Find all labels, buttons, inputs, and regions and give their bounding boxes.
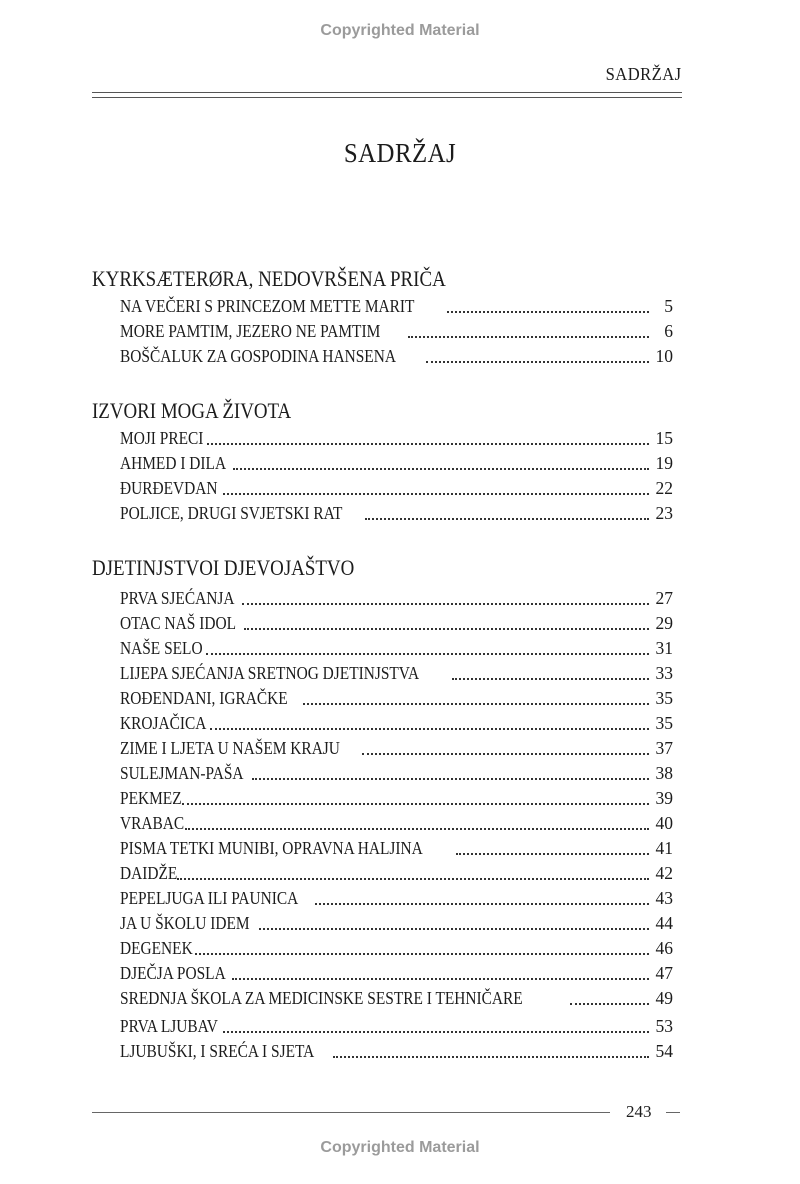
entry-title: PEPELJUGA ILI PAUNICA <box>120 888 299 908</box>
section-heading: KYRKSÆTERØRA, NEDOVRŠENA PRIČA <box>92 266 446 291</box>
toc-entry[interactable] <box>120 426 673 451</box>
entry-title: VRABAC <box>120 813 185 833</box>
entry-title: DJEČJA POSLA <box>120 963 226 983</box>
entry-page: 53 <box>655 1016 673 1036</box>
entry-title: ROĐENDANI, IGRAČKE <box>120 688 288 708</box>
dot-leader <box>242 603 649 605</box>
toc-entry[interactable] <box>120 1039 673 1064</box>
entry-page: 27 <box>655 588 673 608</box>
dot-leader <box>333 1056 649 1058</box>
entry-page: 47 <box>655 963 673 983</box>
entry-page: 41 <box>655 838 673 858</box>
dot-leader <box>362 753 649 755</box>
dot-leader <box>426 361 649 363</box>
entry-title: LJUBUŠKI, I SREĆA I SJETA <box>120 1041 315 1061</box>
dot-leader <box>223 1031 649 1033</box>
dot-leader <box>570 1003 649 1005</box>
toc-entry[interactable] <box>120 636 673 661</box>
entry-title: PISMA TETKI MUNIBI, OPRAVNA HALJINA <box>120 838 423 858</box>
header-rule <box>92 92 682 98</box>
entry-page: 35 <box>655 713 673 733</box>
entry-page: 31 <box>655 638 673 658</box>
toc-entry[interactable] <box>120 586 673 611</box>
entry-page: 40 <box>655 813 673 833</box>
toc-entry[interactable] <box>120 861 673 886</box>
entry-page: 6 <box>664 321 673 341</box>
dot-leader <box>315 903 649 905</box>
page-title-text: SADRŽAJ <box>343 138 457 168</box>
entry-title: MORE PAMTIM, JEZERO NE PAMTIM <box>120 321 381 341</box>
entry-title: KROJAČICA <box>120 713 207 733</box>
watermark-bottom: Copyrighted Material <box>320 1139 480 1156</box>
entry-title: PRVA LJUBAV <box>120 1016 218 1036</box>
dot-leader <box>232 978 649 980</box>
entry-title: OTAC NAŠ IDOL <box>120 613 236 633</box>
toc-section-3 <box>92 553 682 1064</box>
entry-page: 22 <box>655 478 673 498</box>
dot-leader <box>182 803 649 805</box>
dot-leader <box>456 853 649 855</box>
entry-page: 10 <box>655 346 673 366</box>
entry-page: 39 <box>655 788 673 808</box>
entry-page: 43 <box>655 888 673 908</box>
toc-entry[interactable] <box>120 911 673 936</box>
dot-leader <box>447 311 649 313</box>
toc-entry[interactable] <box>120 736 673 761</box>
entry-page: 38 <box>655 763 673 783</box>
toc-entry[interactable] <box>120 501 673 526</box>
toc-entry[interactable] <box>120 811 673 836</box>
dot-leader <box>195 953 649 955</box>
entry-title: NA VEČERI S PRINCEZOM METTE MARIT <box>120 296 415 316</box>
entry-page: 44 <box>655 913 673 933</box>
toc-entry[interactable] <box>120 344 673 369</box>
toc-entry[interactable] <box>120 319 673 344</box>
dot-leader <box>207 443 649 445</box>
toc-entry[interactable] <box>120 961 673 986</box>
toc-entry[interactable] <box>120 986 673 1011</box>
toc-entry[interactable] <box>120 836 673 861</box>
entry-title: NAŠE SELO <box>120 638 203 658</box>
toc-entry[interactable] <box>120 451 673 476</box>
entry-title: ZIME I LJETA U NAŠEM KRAJU <box>120 738 340 758</box>
entry-page: 29 <box>655 613 673 633</box>
running-head: SADRŽAJ <box>606 64 682 84</box>
entry-title: LIJEPA SJEĆANJA SRETNOG DJETINJSTVA <box>120 663 420 683</box>
watermark-top: Copyrighted Material <box>320 22 480 39</box>
page-title <box>0 138 800 169</box>
entry-title: BOŠČALUK ZA GOSPODINA HANSENA <box>120 346 396 366</box>
entry-page: 54 <box>655 1041 673 1061</box>
entry-page: 15 <box>655 428 673 448</box>
toc-entry[interactable] <box>120 661 673 686</box>
entry-title: DEGENEK <box>120 938 193 958</box>
entry-page: 46 <box>655 938 673 958</box>
entry-title: MOJI PRECI <box>120 428 204 448</box>
toc-entry[interactable] <box>120 1014 673 1039</box>
dot-leader <box>206 653 649 655</box>
dot-leader <box>452 678 649 680</box>
entry-page: 5 <box>664 296 673 316</box>
section-heading: IZVORI MOGA ŽIVOTA <box>92 398 292 423</box>
entry-list <box>120 294 673 369</box>
entry-title: PEKMEZ <box>120 788 182 808</box>
dot-leader <box>365 518 649 520</box>
dot-leader <box>185 828 649 830</box>
entry-page: 33 <box>655 663 673 683</box>
dot-leader <box>223 493 649 495</box>
entry-page: 35 <box>655 688 673 708</box>
entry-page: 37 <box>655 738 673 758</box>
dot-leader <box>244 628 649 630</box>
entry-page: 19 <box>655 453 673 473</box>
entry-title: JA U ŠKOLU IDEM <box>120 913 250 933</box>
entry-title: SULEJMAN-PAŠA <box>120 763 244 783</box>
toc-entry[interactable] <box>120 611 673 636</box>
dot-leader <box>252 778 649 780</box>
entry-title: ĐURĐEVDAN <box>120 478 218 498</box>
section-heading: DJETINJSTVOI DJEVOJAŠTVO <box>92 555 355 580</box>
toc-entry[interactable] <box>120 294 673 319</box>
toc-entry[interactable] <box>120 936 673 961</box>
entry-title: AHMED I DILA <box>120 453 227 473</box>
toc-entry[interactable] <box>120 476 673 501</box>
entry-title: SREDNJA ŠKOLA ZA MEDICINSKE SESTRE I TEHNIČARE <box>120 988 523 1008</box>
toc-section-1 <box>92 264 682 369</box>
dot-leader <box>233 468 649 470</box>
entry-title: PRVA SJEĆANJA <box>120 588 235 608</box>
entry-title: POLJICE, DRUGI SVJETSKI RAT <box>120 503 343 523</box>
toc-section-2 <box>92 396 682 526</box>
toc-entry[interactable] <box>120 711 673 736</box>
toc-entry[interactable] <box>120 786 673 811</box>
entry-list <box>120 586 673 1064</box>
entry-page: 49 <box>655 988 673 1008</box>
entry-list <box>120 426 673 526</box>
entry-page: 42 <box>655 863 673 883</box>
toc-entry[interactable] <box>120 886 673 911</box>
dot-leader <box>259 928 649 930</box>
dot-leader <box>303 703 649 705</box>
footer-rule <box>92 1112 610 1113</box>
footer-dash <box>666 1112 680 1113</box>
toc-entry[interactable] <box>120 686 673 711</box>
dot-leader <box>408 336 649 338</box>
dot-leader <box>210 728 649 730</box>
entry-page: 23 <box>655 503 673 523</box>
page-number: 243 <box>626 1102 652 1121</box>
toc-entry[interactable] <box>120 761 673 786</box>
dot-leader <box>177 878 649 880</box>
entry-title: DAIDŽE <box>120 863 178 883</box>
